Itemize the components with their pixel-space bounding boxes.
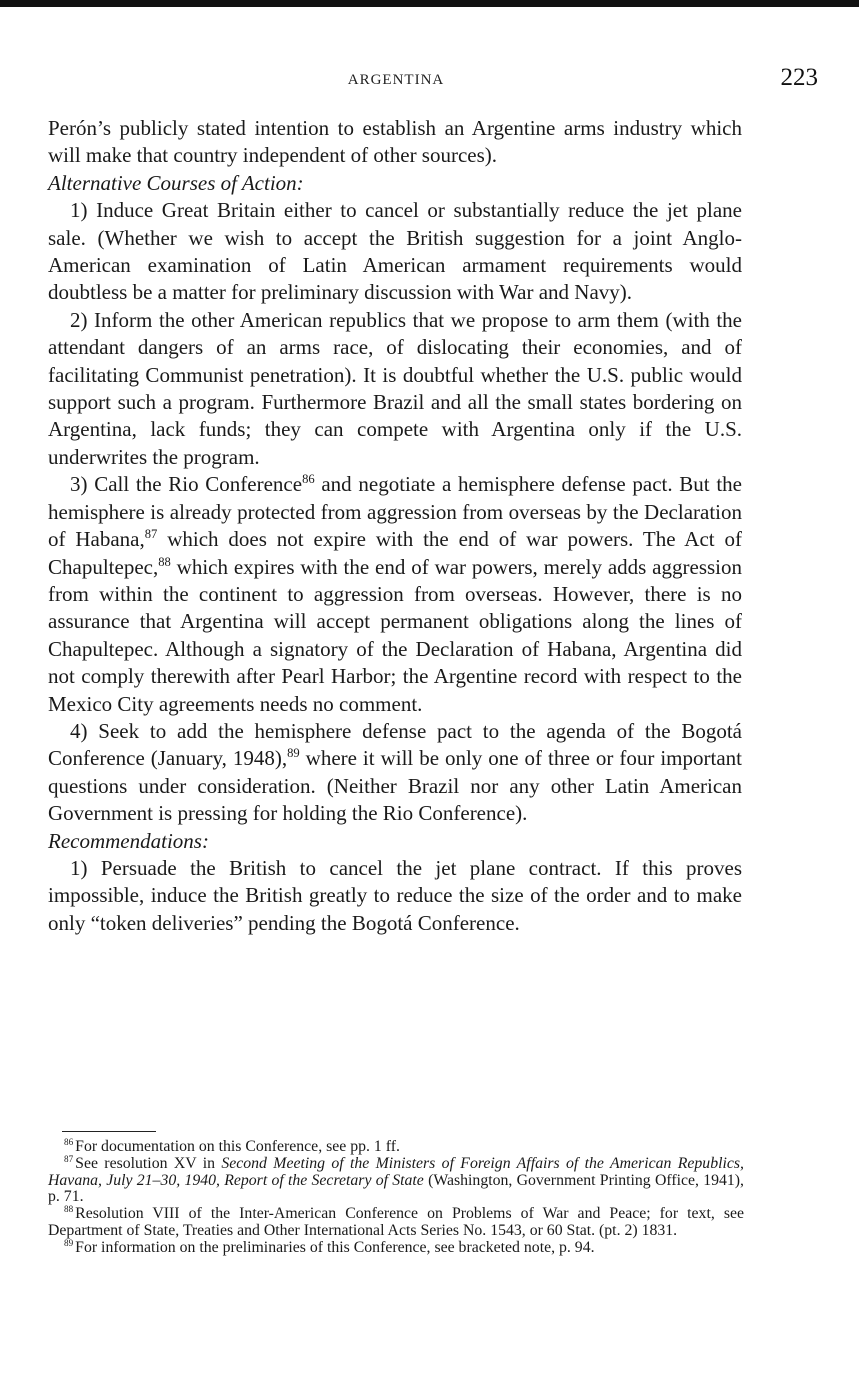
paragraph-recommendation-1: 1) Persuade the British to cancel the jet plane contract. If this proves impossible, induce the British greatly to reduce the size of the order and to make only “token deliveries” pending the Bogotá Conference. [48, 855, 742, 935]
footnote-mark: 87 [64, 1153, 74, 1164]
footnote-mark: 86 [64, 1136, 74, 1147]
text-segment: and negotiate a hemisphere defense pact. But the hemisphere is already protected from aggression from overseas by the Declaration of Habana, [48, 472, 742, 552]
paragraph-alternative-1: 1) Induce Great Britain either to cancel or substantially reduce the jet plane sale. (Whether we wish to accept the British suggestion for a joint Anglo-American examination of Latin American armament requirements would doubtless be a matter for preliminary discussion with War and Navy). [48, 198, 742, 305]
main-text [48, 115, 742, 937]
heading-alternative-courses: Alternative Courses of Action: [48, 170, 304, 195]
footnote-divider [62, 1131, 156, 1132]
footnote-cited-title: Second Meeting of the Ministers of Foreign Affairs of the American Republics, Havana, July 21–30, 1940, Report of the Secretary of State [48, 1154, 744, 1189]
footnote-87 [48, 1153, 744, 1206]
text-segment: 3) Call the Rio Conference [70, 472, 303, 497]
footnote-mark: 89 [64, 1237, 74, 1248]
page-number: 223 [780, 64, 818, 91]
top-border [0, 0, 859, 7]
running-title: ARGENTINA [347, 72, 445, 88]
footnote-89 [48, 1237, 744, 1257]
footnote-86 [48, 1136, 744, 1156]
footnote-ref-88[interactable]: 88 [158, 554, 171, 569]
heading-recommendations: Recommendations: [48, 828, 209, 853]
footnote-text: For information on the preliminaries of this Conference, see bracketed note, p. 94. [75, 1238, 595, 1256]
paragraph-alternative-3 [48, 471, 742, 718]
footnote-ref-86[interactable]: 86 [302, 472, 315, 487]
footnote-text: (Washington, Government Printing Office, 1941), p. 71. [48, 1171, 744, 1206]
footnote-text: See resolution XV in [75, 1154, 222, 1172]
paragraph-alternative-4 [48, 718, 742, 828]
footnote-mark: 88 [64, 1203, 74, 1214]
paragraph-intro: Perón’s publicly stated intention to establish an Argentine arms industry which will make that country independent of other sources). [48, 116, 742, 168]
footnotes [48, 1136, 744, 1257]
text-segment: which expires with the end of war powers, merely adds aggression from within the continent to aggression from overseas. However, there is no assurance that Argentina will accept permanent obligations along the lines of Chapultepec. Although a signatory of the Declaration of Habana, Argentina did not comply therewith after Pearl Harbor; the Argentine record with respect to the Mexico City agreements needs no comment. [48, 554, 742, 716]
footnote-ref-87[interactable]: 87 [144, 527, 158, 542]
footnote-88 [48, 1203, 744, 1240]
footnote-ref-89[interactable]: 89 [287, 746, 300, 761]
page-header [48, 64, 818, 100]
text-segment: where it will be only one of three or four important questions under consideration. (Neither Brazil nor any other Latin American Government is pressing for holding the Rio Conference). [48, 746, 742, 826]
text-segment: 4) Seek to add the hemisphere defense pact to the agenda of the Bogotá Conference (January, 1948), [48, 718, 742, 771]
text-segment: which does not expire with the end of war powers. The Act of Chapultepec, [48, 527, 742, 579]
footnote-text: Resolution VIII of the Inter-American Conference on Problems of War and Peace; for text, see Department of State, Treaties and Other International Acts Series No. 1543, or 60 Stat. (pt. 2) 1831. [48, 1205, 744, 1239]
paragraph-alternative-2: 2) Inform the other American republics that we propose to arm them (with the attendant dangers of an arms race, of dislocating their economies, and of facilitating Communist penetration). It is doubtful whether the U.S. public would support such a program. Furthermore Brazil and all the small states bordering on Argentina, lack funds; they can compete with Argentina only if the U.S. underwrites the program. [48, 307, 742, 469]
footnote-text: For documentation on this Conference, see pp. 1 ff. [75, 1138, 400, 1155]
